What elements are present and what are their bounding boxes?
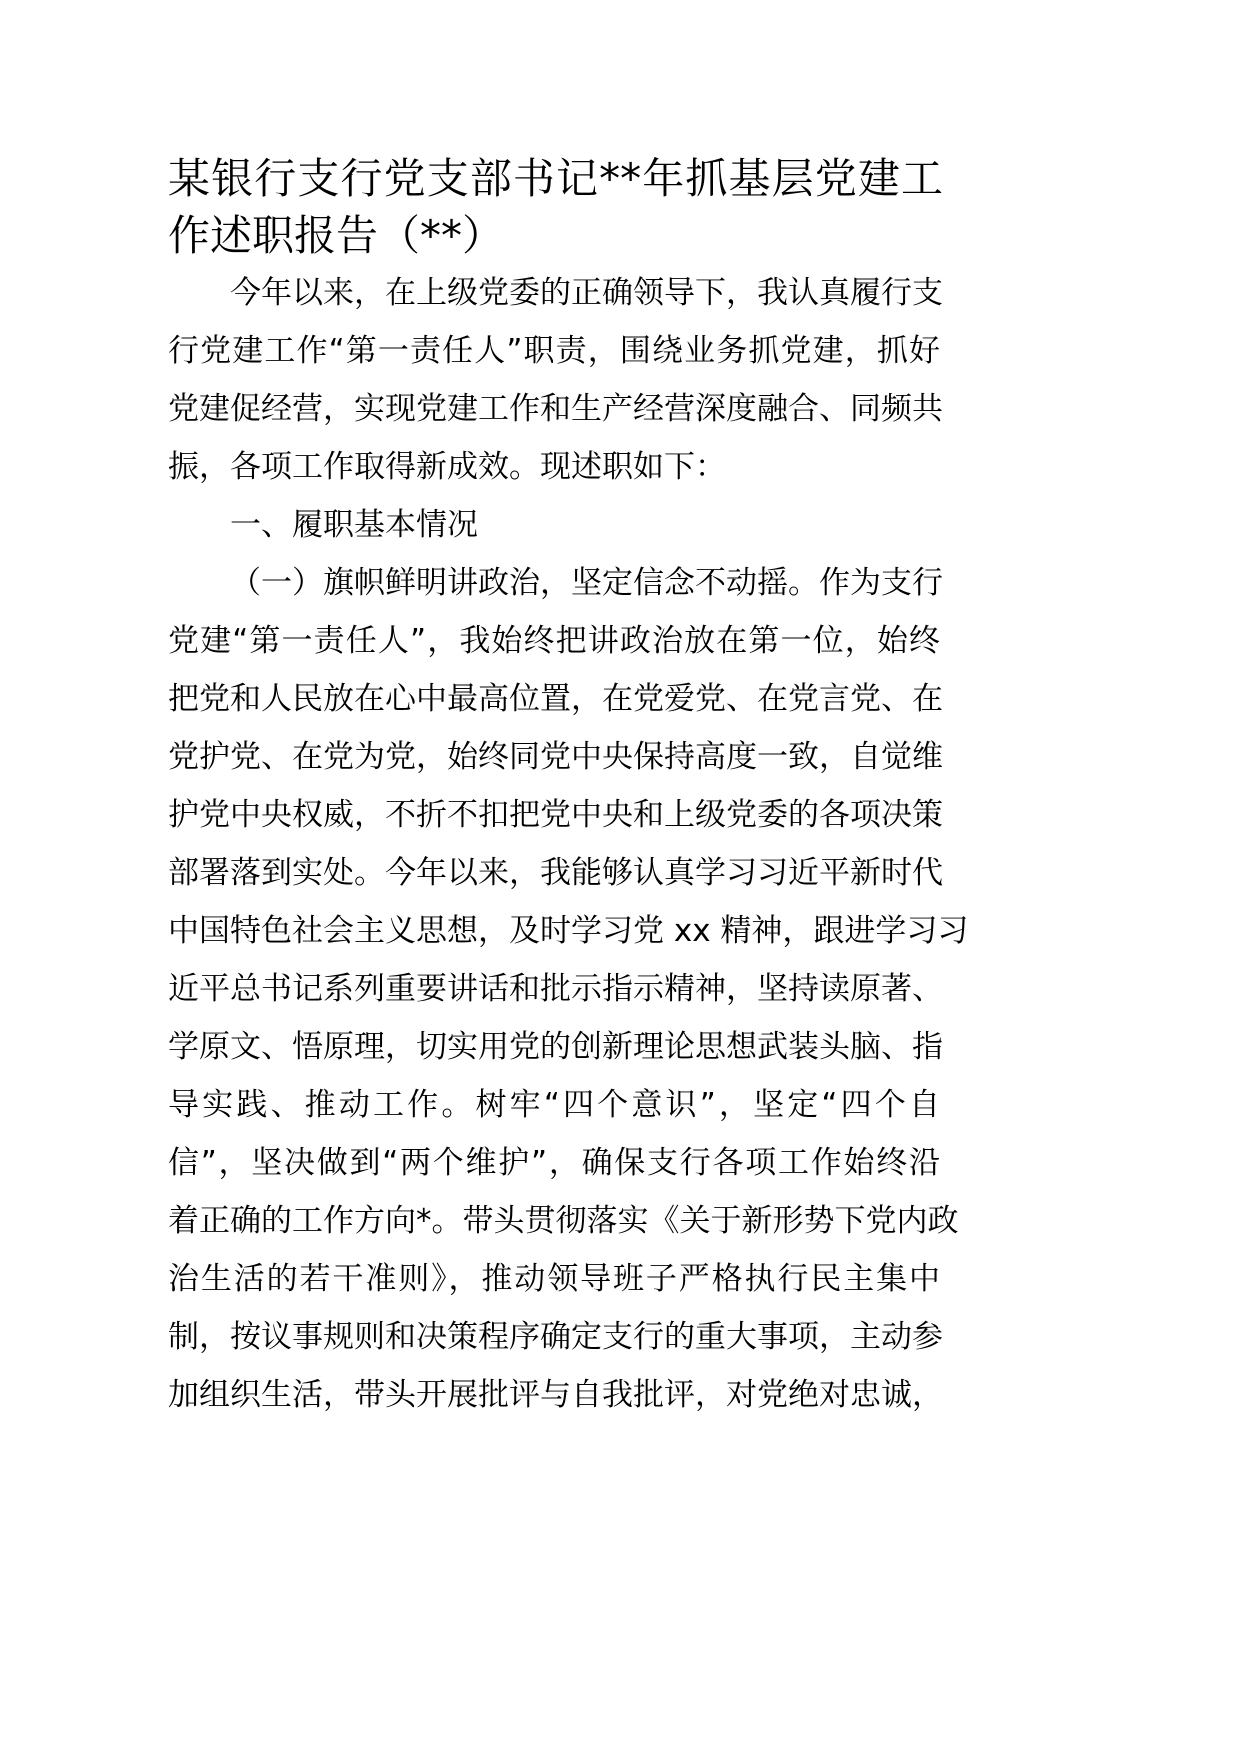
title-line: 某银行支行党支部书记**年抓基层党建工 [168, 154, 943, 203]
paragraph-line: 把党和人民放在心中最高位置，在党爱党、在党言党、在 [168, 681, 943, 717]
paragraph-line: 部署落到实处。今年以来，我能够认真学习习近平新时代 [168, 855, 943, 891]
paragraph-line: 近平总书记系列重要讲话和批示指示精神，坚持读原著、 [168, 971, 943, 1007]
paragraph-line: 中国特色社会主义思想，及时学习党 xx 精神，跟进学习习 [168, 913, 969, 949]
paragraph-line: 学原文、悟原理，切实用党的创新理论思想武装头脑、指 [168, 1029, 943, 1065]
paragraph-line: 党护党、在党为党，始终同党中央保持高度一致，自觉维 [168, 739, 943, 775]
paragraph-line: 今年以来，在上级党委的正确领导下，我认真履行支 [230, 275, 943, 311]
paragraph-line: 导实践、推动工作。树牢“四个意识”，坚定“四个自 [168, 1087, 940, 1123]
paragraph-line: 党建“第一责任人”，我始终把讲政治放在第一位，始终 [168, 623, 940, 659]
paragraph-line: 信”，坚决做到“两个维护”，确保支行各项工作始终沿 [168, 1145, 940, 1181]
paragraph-line: 制，按议事规则和决策程序确定支行的重大事项，主动参 [168, 1319, 943, 1355]
document-body [168, 264, 969, 1424]
paragraph-line: 行党建工作“第一责任人”职责，围绕业务抓党建，抓好 [168, 333, 940, 369]
paragraph-line: 加组织生活，带头开展批评与自我批评，对党绝对忠诚， [168, 1377, 943, 1413]
section-heading: 一、履职基本情况 [230, 507, 478, 543]
document-title [168, 150, 943, 264]
paragraph-line: 党建促经营，实现党建工作和生产经营深度融合、同频共 [168, 391, 943, 427]
paragraph-line: （一）旗帜鲜明讲政治，坚定信念不动摇。作为支行 [230, 565, 943, 601]
title-line: 作述职报告（**） [168, 211, 505, 260]
paragraph-line: 治生活的若干准则》，推动领导班子严格执行民主集中 [168, 1261, 940, 1297]
paragraph-line: 振，各项工作取得新成效。现述职如下： [168, 449, 726, 485]
paragraph-line: 护党中央权威，不折不扣把党中央和上级党委的各项决策 [168, 797, 943, 833]
paragraph-line: 着正确的工作方向*。带头贯彻落实《关于新形势下党内政 [168, 1203, 959, 1239]
